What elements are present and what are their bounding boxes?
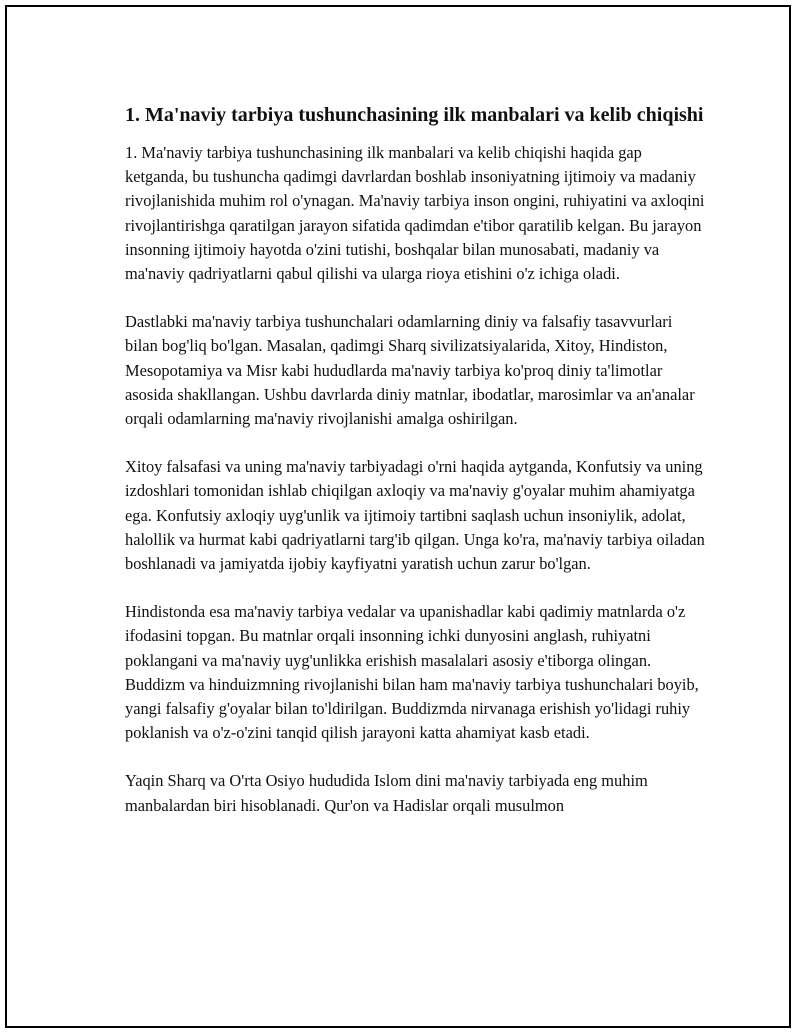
document-body [125, 101, 705, 842]
paragraph-1: 1. Ma'naviy tarbiya tushunchasining ilk manbalari va kelib chiqishi haqida gap ketganda, bu tushuncha qadimgi davrlardan boshlab insoniyatning ijtimoiy va madaniy rivojlanishida muhim rol o'ynagan. Ma'naviy tarbiya inson ongini, ruhiyatini va axloqini rivojlantirishga qaratilgan jarayon sifatida qadimdan e'tibor qaratilib kelgan. Bu jarayon insonning ijtimoiy hayotda o'zini tutishi, boshqalar bilan munosabati, madaniy va ma'naviy qadriyatlarni qabul qilishi va ularga rioya etishini o'z ichiga oladi. [125, 143, 705, 284]
document-title: 1. Ma'naviy tarbiya tushunchasining ilk manbalari va kelib chiqishi [125, 104, 704, 126]
paragraph-5: Yaqin Sharq va O'rta Osiyo hududida Islom dini ma'naviy tarbiyada eng muhim manbalardan biri hisoblanadi. Qur'on va Hadislar orqali musulmon [125, 771, 648, 815]
page-frame [5, 5, 791, 1028]
paragraph-4: Hindistonda esa ma'naviy tarbiya vedalar va upanishadlar kabi qadimiy matnlarda o'z ifodasini topgan. Bu matnlar orqali insonning ichki dunyosini anglash, ruhiyatni poklangani va ma'naviy uyg'unlikka erishish masalalari asosiy e'tiborga olingan. Buddizm va hinduizmning rivojlanishi bilan ham ma'naviy tarbiya tushunchalari boyib, yangi falsafiy g'oyalar bilan to'ldirilgan. Buddizmda nirvanaga erishish yo'lidagi ruhiy poklanish va o'z-o'zini tanqid qilish jarayoni katta ahamiyat kasb etadi. [125, 602, 699, 743]
paragraph-2: Dastlabki ma'naviy tarbiya tushunchalari odamlarning diniy va falsafiy tasavvurlari bilan bog'liq bo'lgan. Masalan, qadimgi Sharq sivilizatsiyalarida, Xitoy, Hindiston, Mesopotamiya va Misr kabi hududlarda ma'naviy tarbiya ko'proq diniy ta'limotlar asosida shakllangan. Ushbu davrlarda diniy matnlar, ibodatlar, marosimlar va an'analar orqali odamlarning ma'naviy rivojlanishi amalga oshirilgan. [125, 312, 695, 429]
paragraph-3: Xitoy falsafasi va uning ma'naviy tarbiyadagi o'rni haqida aytganda, Konfutsiy va uning izdoshlari tomonidan ishlab chiqilgan axloqiy va ma'naviy g'oyalar muhim ahamiyatga ega. Konfutsiy axloqiy uyg'unlik va ijtimoiy tartibni saqlash uchun insoniylik, adolat, halollik va hurmat kabi qadriyatlarni targ'ib qilgan. Unga ko'ra, ma'naviy tarbiya oiladan boshlanadi va jamiyatda ijobiy kayfiyatni yaratish uchun zarur bo'lgan. [125, 457, 705, 574]
